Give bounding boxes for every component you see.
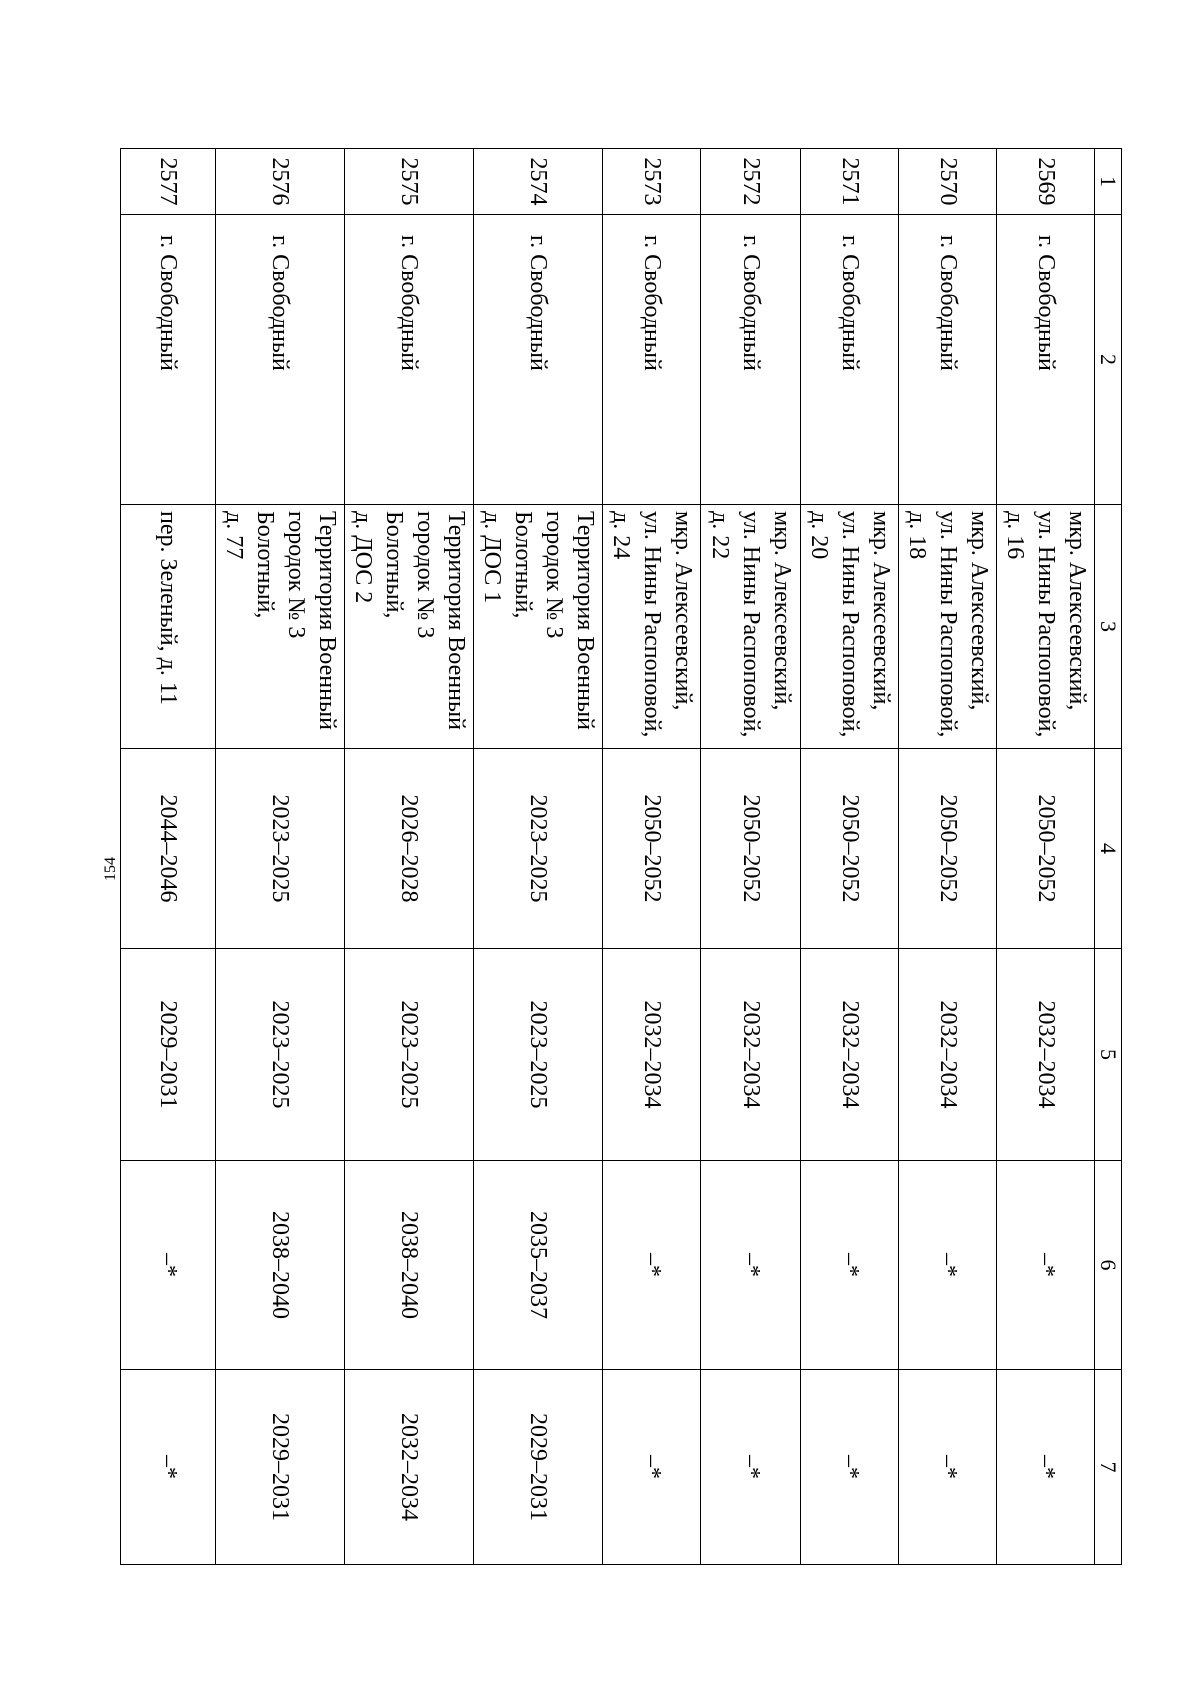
period-cell-col7: –* [701,1370,801,1565]
row-number-cell: 2577 [121,149,216,215]
address-line: д. 77 [221,511,247,560]
period-cell-col5: 2032–2034 [701,949,801,1161]
address-line: ул. Нины Распоповой, [738,511,764,738]
period-cell-col4: 2050–2052 [801,749,899,949]
rotated-table-container [120,148,1122,1564]
address-line: д. 24 [608,511,634,560]
city-cell: г. Свободный [474,215,603,505]
period-cell-col4: 2044–2046 [121,749,216,949]
address-line: д. 18 [904,511,930,560]
row-number-cell: 2575 [345,149,474,215]
period-cell-col5: 2029–2031 [121,949,216,1161]
address-line: ул. Нины Распоповой, [1033,511,1059,738]
period-cell-col4: 2050–2052 [899,749,997,949]
period-cell-col5: 2023–2025 [216,949,345,1161]
table-row [121,149,216,1565]
address-line: Территория Военный [314,511,340,730]
address-line: мкр. Алексеевский, [966,511,992,711]
address-line: городок № 3 Болотный, [381,511,438,639]
address-line: мкр. Алексеевский, [868,511,894,711]
city-cell: г. Свободный [701,215,801,505]
address-cell [474,505,603,749]
period-cell-col4: 2050–2052 [997,749,1095,949]
table-row [216,149,345,1565]
period-cell-col4: 2026–2028 [345,749,474,949]
address-line: ул. Нины Распоповой, [935,511,961,738]
row-number-cell: 2569 [997,149,1095,215]
address-cell [121,505,216,749]
address-cell [216,505,345,749]
period-cell-col5: 2032–2034 [997,949,1095,1161]
address-line: мкр. Алексеевский, [1064,511,1090,711]
row-number-cell: 2573 [603,149,701,215]
address-line: Территория Военный [443,511,469,730]
period-cell-col7: 2029–2031 [474,1370,603,1565]
period-cell-col7: –* [603,1370,701,1565]
city-cell: г. Свободный [997,215,1095,505]
row-number-cell: 2570 [899,149,997,215]
period-cell-col4: 2050–2052 [603,749,701,949]
period-cell-col6: –* [801,1161,899,1370]
column-header: 4 [1095,749,1122,949]
address-line: мкр. Алексеевский, [670,511,696,711]
address-line: городок № 3 Болотный, [510,511,567,639]
period-cell-col6: –* [701,1161,801,1370]
schedule-table [120,148,1122,1565]
period-cell-col5: 2023–2025 [345,949,474,1161]
column-header: 6 [1095,1161,1122,1370]
period-cell-col4: 2050–2052 [701,749,801,949]
row-number-cell: 2571 [801,149,899,215]
city-cell: г. Свободный [603,215,701,505]
table-row [801,149,899,1565]
address-cell [345,505,474,749]
address-line: Территория Военный [572,511,598,730]
column-header: 3 [1095,505,1122,749]
address-cell [997,505,1095,749]
city-cell: г. Свободный [801,215,899,505]
city-cell: г. Свободный [899,215,997,505]
address-line: д. 16 [1002,511,1028,560]
table-row [997,149,1095,1565]
period-cell-col7: 2032–2034 [345,1370,474,1565]
address-cell [603,505,701,749]
column-header: 1 [1095,149,1122,215]
period-cell-col5: 2032–2034 [801,949,899,1161]
period-cell-col7: –* [801,1370,899,1565]
address-cell [701,505,801,749]
city-cell: г. Свободный [121,215,216,505]
period-cell-col4: 2023–2025 [216,749,345,949]
address-line: д. ДОС 1 [479,511,505,604]
period-cell-col5: 2023–2025 [474,949,603,1161]
table-row [899,149,997,1565]
address-line: ул. Нины Распоповой, [639,511,665,738]
address-line: ул. Нины Распоповой, [837,511,863,738]
city-cell: г. Свободный [345,215,474,505]
column-header: 5 [1095,949,1122,1161]
address-cell [899,505,997,749]
row-number-cell: 2572 [701,149,801,215]
period-cell-col6: –* [121,1161,216,1370]
address-line: городок № 3 Болотный, [252,511,309,639]
address-line: д. ДОС 2 [350,511,376,604]
period-cell-col6: –* [603,1161,701,1370]
table-row [474,149,603,1565]
period-cell-col7: 2029–2031 [216,1370,345,1565]
period-cell-col6: 2038–2040 [345,1161,474,1370]
period-cell-col7: –* [899,1370,997,1565]
table-row [603,149,701,1565]
period-cell-col6: –* [899,1161,997,1370]
page-number: 154 [102,857,119,881]
address-line: д. 22 [707,511,733,560]
column-header: 2 [1095,215,1122,505]
period-cell-col7: –* [121,1370,216,1565]
table-row [701,149,801,1565]
period-cell-col7: –* [997,1370,1095,1565]
table-row [345,149,474,1565]
period-cell-col4: 2023–2025 [474,749,603,949]
period-cell-col5: 2032–2034 [899,949,997,1161]
header-row [1095,149,1122,1565]
address-line: пер. Зеленый, д. 11 [155,511,182,705]
address-line: д. 20 [806,511,832,560]
period-cell-col6: 2038–2040 [216,1161,345,1370]
period-cell-col5: 2032–2034 [603,949,701,1161]
row-number-cell: 2576 [216,149,345,215]
city-cell: г. Свободный [216,215,345,505]
column-header: 7 [1095,1370,1122,1565]
address-cell [801,505,899,749]
row-number-cell: 2574 [474,149,603,215]
address-line: мкр. Алексеевский, [769,511,795,711]
period-cell-col6: –* [997,1161,1095,1370]
period-cell-col6: 2035–2037 [474,1161,603,1370]
